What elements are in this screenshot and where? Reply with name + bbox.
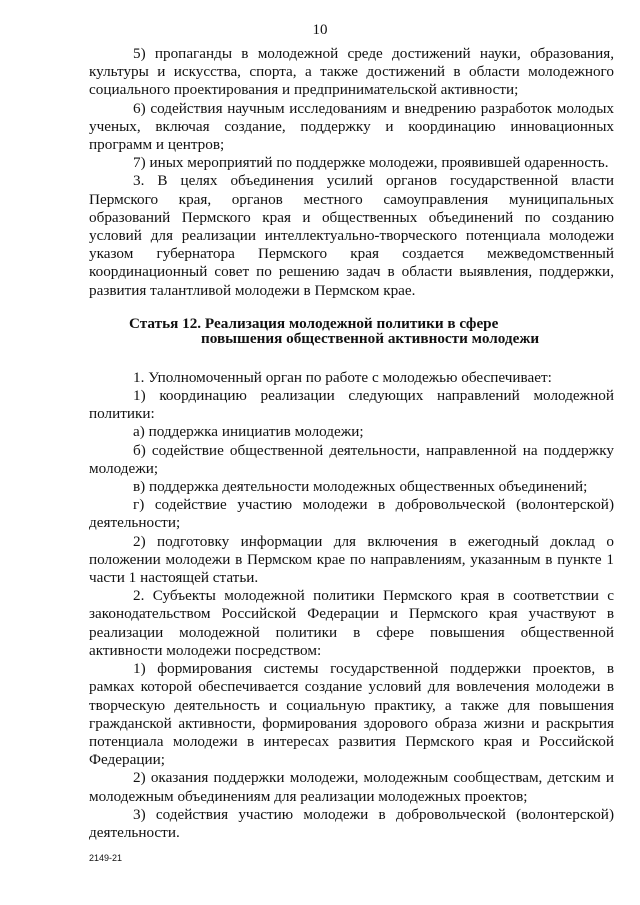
paragraph: 5) пропаганды в молодежной среде достижений науки, образования, культуры и искусства, спорта, а также достижений в области молодежного социального проектирования и предпринимательской активности; [89, 45, 614, 99]
paragraph: 1. Уполномоченный орган по работе с молодежью обеспечивает: [133, 368, 552, 386]
article-heading-line2: повышения общественной активности молодежи [201, 330, 540, 348]
spacer [89, 347, 614, 369]
paragraph: 3. В целях объединения усилий органов государственной власти Пермского края, органов местного самоуправления муниципальных образований Пермского края и общественных объединений по созданию условий для реализации интеллектуально-творческого потенциала молодежи указом губернатора Пермского края создается межведомственный координационный совет по решению задач в области выявления, поддержки, развития талантливой молодежи в Пермском крае. [89, 172, 614, 299]
paragraph: в) поддержка деятельности молодежных общественных объединений; [133, 478, 588, 496]
paragraph: 2) подготовку информации для включения в ежегодный доклад о положении молодежи в Пермском крае по направлениям, указанным в пункте 1 части 1 настоящей статьи. [89, 532, 614, 587]
document-code: 2149-21 [89, 853, 123, 863]
paragraph: 1) формирования системы государственной поддержки проектов, в рамках которой обеспечивается создание условий для вовлечения молодежи в творческую деятельность и социальную практику, а также для повышения гражданской активности, формирования здорового образа жизни и раскрытия потенциала молодежи в интересах развития Пермского края и Российской Федерации; [89, 660, 614, 769]
paragraph: 6) содействия научным исследованиям и внедрению разработок молодых ученых, включая создание, поддержку и координацию инновационных программ и центров; [89, 99, 614, 154]
paragraph: б) содействие общественной деятельности, направленной на поддержку молодежи; [89, 441, 614, 477]
paragraph: г) содействие участию молодежи в добровольческой (волонтерской) деятельности; [89, 496, 614, 532]
page-number: 10 [312, 22, 328, 38]
paragraph: 1) координацию реализации следующих направлений молодежной политики: [89, 387, 614, 423]
article-heading-line1: Статья 12. Реализация молодежной политики в сфере [129, 314, 499, 332]
spacer [89, 300, 614, 316]
article-heading [89, 316, 614, 347]
document-body [89, 45, 614, 842]
paragraph: а) поддержка инициатив молодежи; [133, 423, 364, 441]
paragraph: 2) оказания поддержки молодежи, молодежным сообществам, детским и молодежным объединениям для реализации молодежных проектов; [89, 769, 614, 805]
paragraph: 3) содействия участию молодежи в добровольческой (волонтерской) деятельности. [89, 805, 614, 841]
paragraph: 7) иных мероприятий по поддержке молодежи, проявившей одаренность. [133, 154, 609, 172]
paragraph: 2. Субъекты молодежной политики Пермского края в соответствии с законодательством Российской Федерации и Пермского края участвуют в реализации молодежной политики в сфере повышения общественной активности молодежи посредством: [89, 587, 614, 659]
